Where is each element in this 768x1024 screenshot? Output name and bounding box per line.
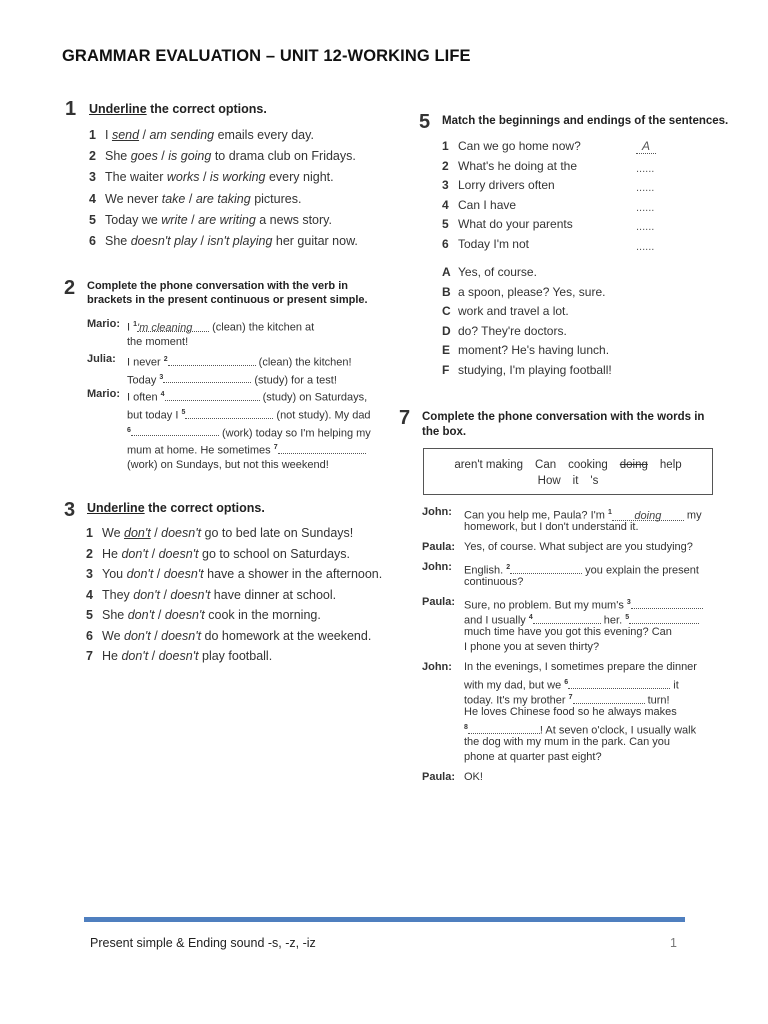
conversation-line [464,705,677,720]
option-a[interactable]: write [161,212,188,227]
item-text: We [102,526,124,540]
exercise-item [89,149,356,163]
option-b[interactable]: am sending [149,128,215,142]
exercise-item [89,128,314,142]
conversation-line [127,334,188,352]
item-text: play football. [198,649,273,663]
exercise-item [86,526,353,540]
item-number: 1 [89,128,96,142]
option-b[interactable]: doesn't [158,546,199,561]
item-text: go to bed late on Sundays! [201,526,354,540]
box-word: How [537,475,561,487]
exercise-item [86,608,321,622]
exercise-item [89,170,334,184]
match-ending [442,363,612,377]
conversation-line [464,735,670,750]
line-text: (study) on Saturdays, [259,392,368,405]
section-2-heading: Complete the phone conversation with the verb in brackets in the present continuous or present simple. [87,280,368,306]
item-text: to drama club on Fridays. [211,149,356,164]
item-number: 4 [86,587,93,602]
item-text: Can we go home now? [458,139,581,153]
match-answer[interactable]: ...... [636,162,655,175]
gap-number: 6 [127,426,131,434]
option-separator: / [148,546,159,561]
match-answer[interactable]: ...... [636,201,655,214]
match-beginning [442,159,577,173]
word-box [423,448,713,495]
option-separator: / [150,526,162,540]
item-text: have a shower in the afternoon. [203,567,383,581]
option-separator: / [154,608,165,622]
conversation-line [464,660,697,675]
answer-blank[interactable] [278,442,366,454]
match-answer[interactable]: ...... [636,221,655,234]
gap-number: 5 [625,614,630,621]
line-text: much time have you got this evening? Can [464,626,672,638]
option-a[interactable]: don't [133,587,160,602]
section-1-heading: Underline the correct options. [89,102,267,116]
ending-letter: D [442,323,451,338]
gap-number: 1 [607,509,612,516]
ending-letter: A [442,265,451,279]
gap-number: 2 [163,356,168,364]
option-b[interactable]: are writing [198,212,256,227]
item-number: 2 [86,546,93,561]
box-word: 's [590,475,599,487]
option-b[interactable]: is going [168,149,212,164]
item-text: What do your parents [458,217,573,232]
item-number: 4 [442,197,449,212]
gap-number: 4 [160,391,165,399]
speaker-label: John: [422,561,452,573]
line-text: English. [464,564,507,577]
answer-blank[interactable] [165,389,260,401]
gap-number: 3 [626,599,631,606]
answer-blank[interactable] [573,692,645,704]
line-text: He loves Chinese food so he always makes [464,706,677,718]
section-7-number: 7 [399,407,411,429]
answer-blank[interactable] [468,722,540,734]
gap-number: 2 [506,564,511,571]
conversation-line [464,750,602,765]
answer-blank[interactable] [533,612,601,624]
item-text: Lorry drivers often [458,178,555,193]
item-number: 3 [442,178,449,193]
answer-blank[interactable] [168,354,256,366]
item-text: Yes, of course. [458,265,537,279]
item-text: He [102,649,122,663]
line-text: OK! [464,771,483,783]
line-text: I phone you at seven thirty? [464,641,600,653]
ending-letter: B [442,284,451,299]
option-separator: / [199,170,210,185]
match-ending [442,285,605,299]
line-text: turn! [644,694,670,707]
answer-blank[interactable] [510,562,582,574]
match-ending [442,304,569,318]
exercise-item [89,234,358,248]
line-text: and I usually [464,614,529,627]
line-text: Today [127,374,160,387]
line-text: her. [600,614,626,627]
footer-text: Present simple & Ending sound -s, -z, -iz [90,936,316,950]
line-text: (clean) the kitchen! [255,356,352,369]
item-number: 5 [86,608,93,622]
option-b[interactable]: doesn't [170,587,211,602]
item-number: 1 [86,526,93,540]
option-a[interactable]: doesn't play [130,234,198,248]
conversation-line [464,575,523,590]
ending-letter: F [442,363,450,377]
page-title: GRAMMAR EVALUATION – UNIT 12-WORKING LIFE [62,47,471,65]
item-text: cook in the morning. [204,608,321,622]
match-beginning [442,198,516,212]
option-a[interactable]: don't [126,567,154,581]
item-text: do homework at the weekend. [201,628,372,643]
option-separator: / [139,128,150,142]
option-separator: / [187,212,199,227]
item-number: 2 [442,158,449,173]
conversation-line [464,540,693,555]
gap-number: 5 [181,409,186,416]
answer-blank[interactable] [629,612,699,624]
line-text: with my dad, but we [464,679,565,692]
option-separator: / [153,567,164,581]
line-text: Sure, no problem. But my mum's [464,599,627,612]
item-text: Can I have [458,197,517,212]
section-7-conversation [422,505,722,795]
box-word: doing [619,459,648,471]
match-answer[interactable]: A [636,139,656,154]
box-word: cooking [568,459,608,471]
item-text: She [105,149,131,164]
section-2-number: 2 [64,277,76,299]
speaker-label: Julia: [87,353,116,366]
conversation-line [464,640,599,655]
option-separator: / [159,587,171,602]
item-number: 3 [89,170,96,185]
line-text: (clean) the kitchen at [209,321,315,334]
answer-blank[interactable] [185,407,273,419]
box-word: it [572,475,579,487]
section-5-number: 5 [419,111,431,133]
item-number: 6 [442,237,449,251]
item-number: 3 [86,567,93,581]
line-text: (study) for a test! [251,374,337,387]
item-number: 7 [86,649,93,663]
item-text: They [102,587,134,602]
conversation-line [464,625,672,640]
ending-letter: C [442,304,451,319]
section-7-heading: Complete the phone conversation with the words in the box. [422,411,705,438]
gap-number: 8 [464,724,468,731]
item-text: go to school on Saturdays. [198,546,350,561]
answer-blank[interactable] [631,597,703,609]
line-text: you explain the present [582,564,699,577]
speaker-label: Paula: [422,596,456,608]
speaker-label: John: [422,506,452,518]
line-text: Yes, of course. What subject are you studying? [464,541,693,553]
item-number: 5 [442,217,449,232]
item-text: pictures. [250,191,302,206]
option-separator: / [197,234,208,248]
item-text: have dinner at school. [210,587,337,602]
item-text: You [102,567,127,581]
option-a[interactable]: don't [124,526,151,540]
line-text: (not study). My dad [273,409,371,422]
gap-number: 3 [159,373,164,381]
option-b[interactable]: doesn't [161,526,202,540]
box-word: Can [535,459,557,471]
line-text: continuous? [464,576,524,588]
section-5-heading: Match the beginnings and endings of the sentences. [442,115,729,127]
item-number: 6 [89,234,96,248]
line-text: I never [127,356,164,369]
page-number: 1 [670,936,677,950]
match-ending [442,265,537,279]
option-a[interactable]: don't [121,649,149,663]
item-number: 6 [86,628,93,643]
line-text: but today I [127,409,182,422]
option-separator: / [157,149,169,164]
item-text: What's he doing at the [458,158,578,173]
exercise-item [86,588,336,602]
exercise-item [86,547,350,561]
option-b[interactable]: doesn't [163,567,204,581]
item-text: her guitar now. [272,234,358,248]
gap-number: 7 [568,694,573,701]
option-a[interactable]: send [111,128,140,142]
option-a[interactable]: don't [127,608,155,622]
match-beginning [442,178,555,192]
speaker-label: Paula: [422,541,456,553]
item-text: emails every day. [214,128,314,142]
option-b[interactable]: isn't playing [207,234,273,248]
line-text: Can you help me, Paula? I'm [464,509,608,522]
box-word: aren't making [454,459,524,471]
item-text: Today we [105,212,162,227]
item-number: 2 [89,149,96,164]
item-text: studying, I'm playing football! [458,363,612,377]
line-text: the dog with my mum in the park. Can you [464,736,671,748]
line-text: my [683,509,702,522]
conversation-line [464,770,483,785]
option-a[interactable]: don't [121,546,149,561]
match-answer[interactable]: ...... [636,182,655,195]
line-text: I often [127,392,161,405]
conversation-line [464,520,639,535]
item-text: I [105,128,112,142]
option-b[interactable]: doesn't [164,608,205,622]
gap-number: 1 [133,321,138,328]
line-text: In the evenings, I sometimes prepare the dinner [464,661,697,673]
match-beginning [442,217,573,231]
answer-blank[interactable] [568,677,670,689]
exercise-item [86,629,371,643]
option-b[interactable]: is working [209,170,266,185]
section-3-heading: Underline the correct options. [87,501,265,515]
item-text: She [102,608,128,622]
line-text: today. It's my brother [464,694,569,707]
line-text: homework, but I don't understand it. [464,521,639,533]
footer-bar [84,917,685,922]
section-1-number: 1 [65,98,77,120]
item-number: 5 [89,212,96,227]
gap-number: 7 [273,444,278,452]
match-ending [442,343,609,357]
match-answer[interactable]: ...... [636,241,655,253]
answer-blank[interactable]: doing [612,509,684,521]
match-beginning [442,237,529,251]
line-text: I [127,321,134,334]
item-number: 1 [442,139,449,153]
line-text: (work) today so I'm helping my [218,427,371,440]
exercise-item [86,649,272,663]
option-separator: / [150,628,162,643]
answer-blank[interactable] [131,424,219,436]
box-word: help [659,459,682,471]
option-separator: / [148,649,159,663]
gap-number: 4 [528,614,533,621]
item-text: a news story. [255,212,332,227]
item-text: We [102,628,124,643]
answer-blank[interactable]: 'm cleaning [137,320,209,332]
item-text: She [105,234,131,248]
option-a[interactable]: don't [124,628,151,643]
option-b[interactable]: doesn't [161,628,202,643]
answer-blank[interactable] [163,371,251,383]
speaker-label: Mario: [87,388,120,401]
item-text: Today I'm not [458,237,529,251]
conversation-line [127,457,329,475]
exercise-item [86,567,382,581]
option-a[interactable]: works [166,170,200,185]
speaker-label: Mario: [87,318,120,330]
line-text: (work) on Sundays, but not this weekend! [127,458,329,471]
gap-number: 6 [564,679,569,686]
match-beginning [442,139,581,153]
item-text: work and travel a lot. [458,304,569,319]
item-text: a spoon, please? Yes, sure. [458,284,606,299]
line-text: it [670,679,679,692]
option-separator: / [185,191,196,206]
ending-letter: E [442,343,451,358]
line-text: ! At seven o'clock, I usually walk [539,724,697,737]
item-text: He [102,546,122,561]
item-text: every night. [265,170,334,185]
option-a[interactable]: goes [130,149,158,164]
item-text: moment? He's having lunch. [458,343,610,358]
exercise-item [89,192,301,206]
item-text: The waiter [105,170,167,185]
word-box-row [424,457,712,473]
option-b[interactable]: are taking [195,191,251,206]
speaker-label: Paula: [422,771,456,783]
section-3-number: 3 [64,499,76,521]
word-box-row [424,473,712,489]
option-a[interactable]: take [161,191,186,206]
item-number: 4 [89,191,96,206]
item-text: We never [105,191,162,206]
exercise-item [89,213,332,227]
item-text: do? They're doctors. [458,323,567,338]
match-ending [442,324,567,338]
section-2-conversation [87,316,387,486]
line-text: mum at home. He sometimes [127,444,274,457]
option-b[interactable]: doesn't [158,649,199,663]
speaker-label: John: [422,661,452,673]
line-text: phone at quarter past eight? [464,751,602,763]
line-text: the moment! [127,335,189,348]
